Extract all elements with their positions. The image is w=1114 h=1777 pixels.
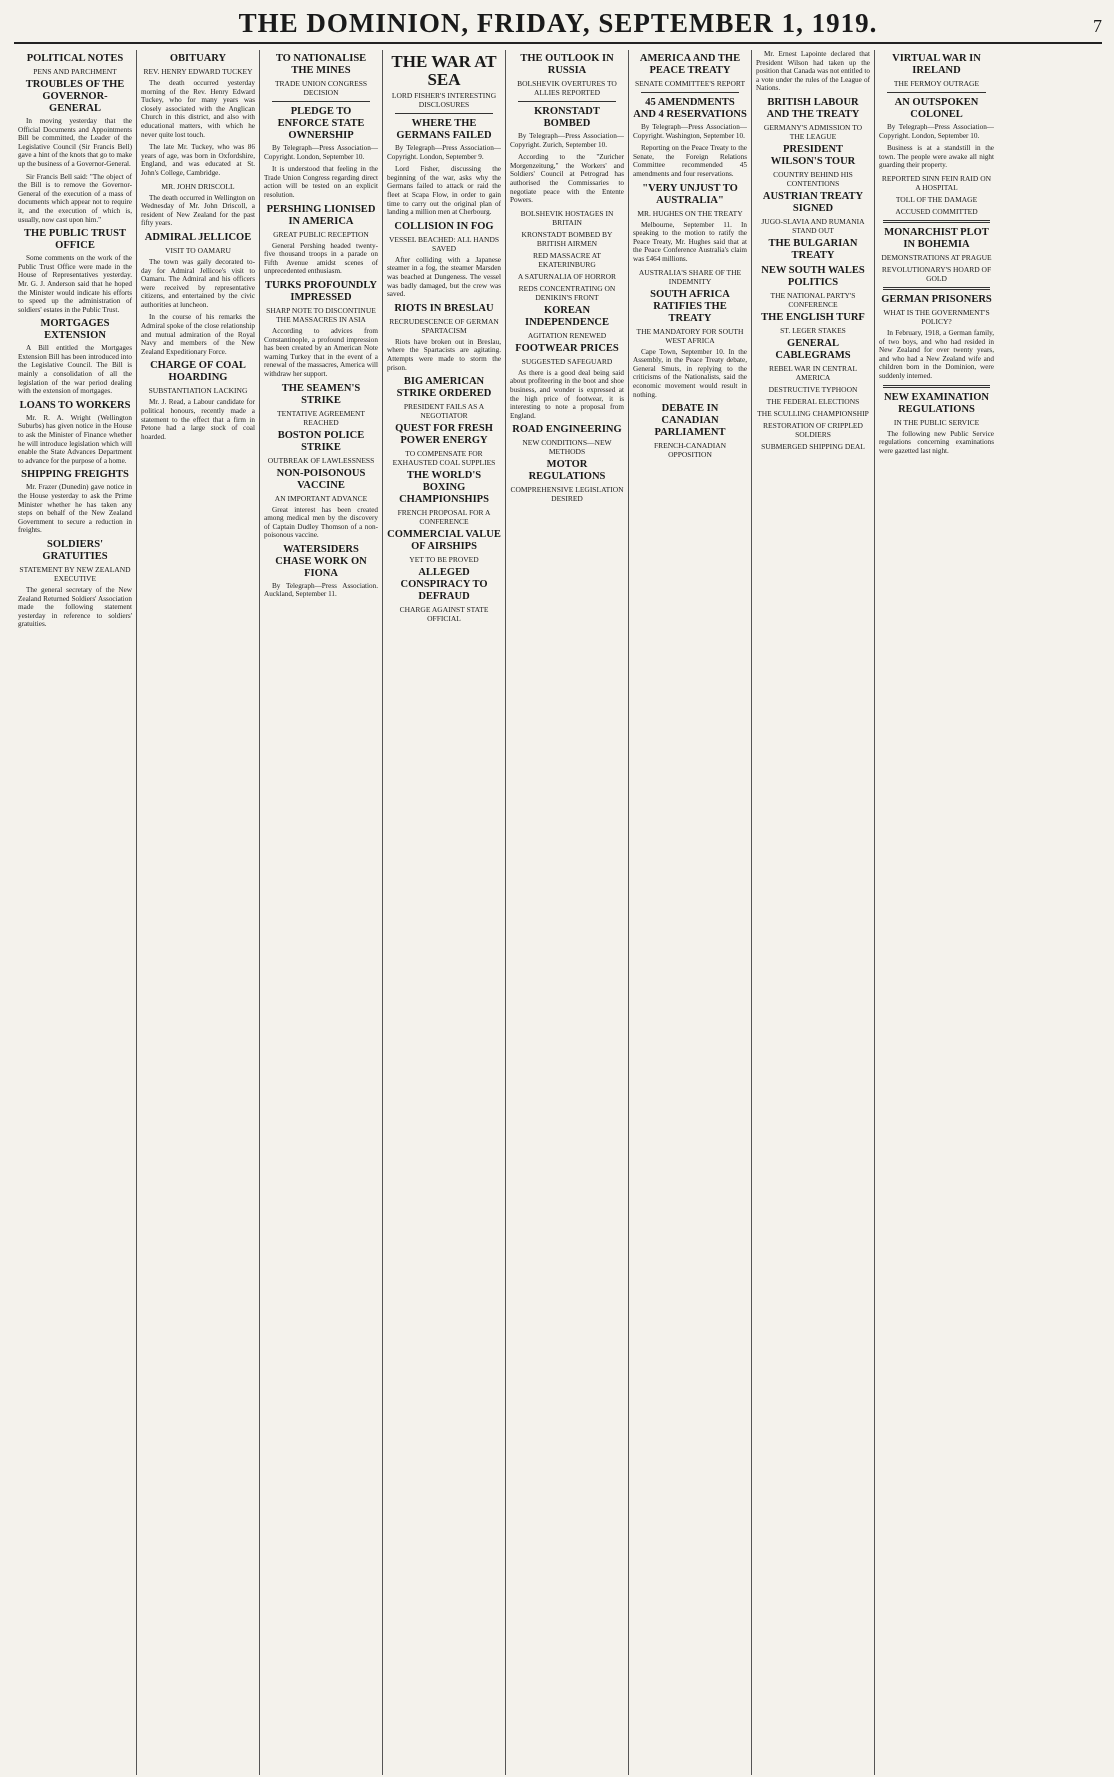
headline: BIG AMERICAN STRIKE ORDERED [396, 376, 492, 400]
headline: THE SEAMEN'S STRIKE [281, 382, 361, 406]
subheading: AUSTRALIA'S SHARE OF THE INDEMNITY [638, 267, 742, 286]
headline: BRITISH LABOUR AND THE TREATY [766, 96, 860, 120]
paragraph: After colliding with a Japanese steamer in a fog, the steamer Marsden was beached at Dungeness. The vessel was badly damaged, but the crew was saved. [387, 255, 501, 299]
subheading: FRENCH PROPOSAL FOR A CONFERENCE [397, 508, 491, 527]
headline: BOSTON POLICE STRIKE [277, 429, 365, 453]
paragraph: Lord Fisher, discussing the beginning of the war, asks why the Germans failed to attack or raid the fleet at Scapa Flow, in order to gain time to carry out the original plan of landing a million men at Cherbourg. [387, 165, 501, 217]
paragraph: By Telegraph—Press Association. Auckland, September 11. [264, 581, 378, 599]
headline: THE OUTLOOK IN RUSSIA [520, 53, 614, 76]
double-rule [883, 287, 990, 290]
headline: CHARGE OF COAL HOARDING [150, 360, 246, 384]
subheading: IN THE PUBLIC SERVICE [893, 417, 980, 427]
subheading: KRONSTADT BOMBED BY BRITISH AIRMEN [521, 229, 613, 248]
subheading: TO COMPENSATE FOR EXHAUSTED COAL SUPPLIES [392, 449, 496, 468]
paragraph: Great interest has been created among medical men by the discovery of Captain Dudley Thomson of a non-poisonous vaccine. [264, 505, 378, 540]
subheading: RESTORATION OF CRIPPLED SOLDIERS [763, 420, 863, 439]
subheading: YET TO BE PROVED [409, 555, 479, 565]
subheading: DEMONSTRATIONS AT PRAGUE [881, 252, 992, 262]
headline: THE WAR AT SEA [391, 52, 497, 89]
headline: NEW EXAMINATION REGULATIONS [884, 391, 989, 415]
subheading: RED MASSACRE AT EKATERINBURG [533, 250, 601, 269]
paragraph: Mr. R. A. Wright (Wellington Suburbs) has given notice in the House to ask the Minister of Finance whether he will introduce legislation which will enable the State Advances Department to advance for the purpose of a home. [18, 413, 132, 465]
column-3 [260, 50, 383, 1775]
subheading: THE FERMOY OUTRAGE [893, 79, 980, 88]
columns [14, 50, 1102, 1775]
headline: ADMIRAL JELLICOE [144, 231, 252, 243]
headline: 45 AMENDMENTS AND 4 RESERVATIONS [633, 97, 747, 120]
subheading: SUBSTANTIATION LACKING [148, 386, 248, 396]
headline: NON-POISONOUS VACCINE [276, 467, 366, 491]
headline: OBITUARY [169, 53, 227, 64]
subheading: LORD FISHER'S INTERESTING DISCLOSURES [391, 91, 497, 109]
subheading: VESSEL BEACHED: ALL HANDS SAVED [388, 234, 500, 253]
subheading: SUBMERGED SHIPPING DEAL [761, 441, 865, 451]
paragraph: Melbourne, September 11. In speaking to the motion to ratify the Peace Treaty, Mr. Hughes said that at the Peace Conference Australia's claim was £464 millions. [633, 220, 747, 263]
subheading: ACCUSED COMMITTED [895, 206, 978, 216]
headline: SHIPPING FREIGHTS [21, 469, 129, 481]
paragraph: The general secretary of the New Zealand Returned Soldiers' Association made the following statement yesterday in reference to soldiers' gratuities. [18, 585, 132, 629]
rule [395, 113, 493, 114]
headline: MORTGAGES EXTENSION [40, 318, 110, 342]
paragraph: Sir Francis Bell said: "The object of the Bill is to remove the Governor-General of the execution of a mass of documents which appear not to require it, and the execution of which is, usually, now cast upon him." [18, 172, 132, 224]
paragraph: Mr. J. Read, a Labour candidate for political honours, recently made a statement to the effect that a firm in Petone had a large stock of coal hoarded. [141, 398, 255, 441]
subheading: COMPREHENSIVE LEGISLATION DESIRED [510, 485, 624, 504]
paragraph: The following new Public Service regulations concerning examinations were gazetted last night. [879, 429, 994, 455]
subheading: MR. HUGHES ON THE TREATY [637, 208, 743, 218]
subheading: OUTBREAK OF LAWLESSNESS [267, 455, 375, 465]
paragraph: The late Mr. Tuckey, who was 86 years of age, was born in Oxfordshire, England, and was educated at St. John's College, Cambridge. [141, 143, 255, 177]
rule [641, 92, 739, 93]
paragraph: The town was gaily decorated to-day for Admiral Jellicoe's visit to Oamaru. The Admiral and his officers were received by representative citizens, and entertained by the civic authorities at luncheon. [141, 257, 255, 309]
subheading: CHARGE AGAINST STATE OFFICIAL [399, 605, 489, 624]
column-8 [875, 50, 998, 1775]
paragraph: By Telegraph—Press Association—Copyright. London, September 9. [387, 144, 501, 161]
subheading: TOLL OF THE DAMAGE [895, 194, 978, 204]
subheading: ST. LEGER STAKES [780, 325, 846, 335]
headline: QUEST FOR FRESH POWER ENERGY [395, 423, 493, 447]
headline: TROUBLES OF THE GOVERNOR-GENERAL [25, 79, 125, 114]
subheading: COUNTRY BEHIND HIS CONTENTIONS [773, 169, 853, 188]
subheading: GREAT PUBLIC RECEPTION [273, 229, 369, 239]
subheading: MR. JOHN DRISCOLL [161, 181, 235, 191]
headline: SOUTH AFRICA RATIFIES THE TREATY [650, 288, 730, 324]
headline: PERSHING LIONISED IN AMERICA [266, 203, 376, 227]
headline: RIOTS IN BRESLAU [394, 302, 494, 314]
headline: AMERICA AND THE PEACE TREATY [639, 53, 741, 76]
paragraph: The death occurred yesterday morning of the Rev. Henry Edward Tuckey, who for many years was closely associated with the Anglican Church in this district, and also with educational matters, with which he never quite lost touch. [141, 79, 255, 139]
paragraph: According to advices from Constantinople, a profound impression has been created by an American Note warning Turkey that in the event of a renewal of the massacres, America will withdraw her support. [264, 326, 378, 378]
subheading: THE NATIONAL PARTY'S CONFERENCE [770, 290, 856, 309]
headline: AN OUTSPOKEN COLONEL [894, 97, 979, 120]
subheading: THE MANDATORY FOR SOUTH WEST AFRICA [636, 326, 744, 345]
column-7 [752, 50, 875, 1775]
subheading: SHARP NOTE TO DISCONTINUE THE MASSACRES IN ASIA [266, 305, 376, 324]
subheading: REBEL WAR IN CENTRAL AMERICA [768, 363, 858, 382]
paragraph: A Bill entitled the Mortgages Extension Bill has been introduced into the Legislative Council. The Bill is mainly a consolidation of all the legislation of the war period dealing with the extension of mortgages. [18, 344, 132, 396]
column-5 [506, 50, 629, 1775]
headline: GERMAN PRISONERS [881, 293, 992, 305]
headline: THE BULGARIAN TREATY [768, 237, 858, 261]
paragraph: It is understood that feeling in the Trade Union Congress regarding direct action will be tested on an explicit resolution. [264, 165, 378, 199]
rule [272, 101, 370, 102]
headline: DEBATE IN CANADIAN PARLIAMENT [654, 403, 726, 439]
subheading: BOLSHEVIK OVERTURES TO ALLIES REPORTED [517, 79, 617, 97]
paragraph: By Telegraph—Press Association—Copyright. London, September 10. [264, 144, 378, 161]
subheading: REPORTED SINN FEIN RAID ON A HOSPITAL [881, 173, 992, 192]
subheading: NEW CONDITIONS—NEW METHODS [522, 438, 612, 457]
subheading: AGITATION RENEWED [527, 330, 607, 340]
headline: LOANS TO WORKERS [19, 399, 131, 411]
column-2 [137, 50, 260, 1775]
paragraph: In February, 1918, a German family, of two boys, and who had resided in New Zealand for over twenty years, and who had a New Zealand wife and children born in the Dominion, were suddenly interned. [879, 328, 994, 380]
subheading: TENTATIVE AGREEMENT REACHED [277, 408, 365, 427]
subheading: REV. HENRY EDWARD TUCKEY [143, 67, 253, 76]
headline: KRONSTADT BOMBED [534, 106, 600, 129]
paragraph: Reporting on the Peace Treaty to the Senate, the Foreign Relations Committee recommended 45 amendments and four reservations. [633, 144, 747, 178]
subheading: DESTRUCTIVE TYPHOON [768, 384, 858, 394]
paragraph: By Telegraph—Press Association—Copyright. London, September 10. [879, 123, 994, 140]
subheading: THE FEDERAL ELECTIONS [766, 396, 860, 406]
subheading: WHAT IS THE GOVERNMENT'S POLICY? [883, 307, 990, 326]
paragraph: Riots have broken out in Breslau, where the Spartacists are agitating. Attempts were made to storm the prison. [387, 337, 501, 372]
headline: ALLEGED CONSPIRACY TO DEFRAUD [400, 567, 488, 603]
column-6 [629, 50, 752, 1775]
subheading: STATEMENT BY NEW ZEALAND EXECUTIVE [19, 564, 131, 583]
masthead [14, 8, 1102, 44]
headline: VIRTUAL WAR IN IRELAND [892, 53, 981, 76]
paragraph: Some comments on the work of the Public Trust Office were made in the House of Representatives yesterday. Mr. G. J. Anderson said that he hoped the Minister would indicate his efforts to speed up the administration of soldiers' estates in the Public Trust. [18, 254, 132, 314]
headline: COMMERCIAL VALUE OF AIRSHIPS [387, 529, 501, 553]
headline: MONARCHIST PLOT IN BOHEMIA [884, 226, 989, 250]
paragraph: General Pershing headed twenty-five thousand troops in a parade on Fifth Avenue amidst scenes of unprecedented enthusiasm. [264, 241, 378, 276]
paragraph: Mr. Ernest Lapointe declared that President Wilson had taken up the position that Canada was not entitled to a vote under the rules of the League of Nations. [756, 50, 870, 93]
headline: PLEDGE TO ENFORCE STATE OWNERSHIP [277, 106, 365, 141]
paragraph: In the course of his remarks the Admiral spoke of the close relationship and mutual admiration of the Royal Navy and members of the New Zealand Expeditionary Force. [141, 313, 255, 356]
headline: PRESIDENT WILSON'S TOUR [770, 143, 856, 167]
headline: TO NATIONALISE THE MINES [275, 53, 367, 76]
subheading: PENS AND PARCHMENT [33, 67, 117, 76]
paragraph: By Telegraph—Press Association—Copyright. Zurich, September 10. [510, 132, 624, 149]
subheading: RECRUDESCENCE OF GERMAN SPARTACISM [389, 316, 499, 335]
headline: NEW SOUTH WALES POLITICS [761, 264, 865, 288]
subheading: JUGO-SLAVIA AND RUMANIA STAND OUT [761, 216, 865, 235]
headline: WHERE THE GERMANS FAILED [396, 118, 492, 141]
paragraph: By Telegraph—Press Association—Copyright. Washington, September 10. [633, 123, 747, 140]
rule [887, 92, 986, 93]
headline: GENERAL CABLEGRAMS [775, 337, 851, 361]
headline: THE PUBLIC TRUST OFFICE [24, 228, 126, 252]
masthead-title: THE DOMINION, FRIDAY, SEPTEMBER 1, 1919. [238, 8, 878, 38]
subheading: SENATE COMMITTEE'S REPORT [634, 79, 746, 88]
subheading: THE SCULLING CHAMPIONSHIP [757, 408, 869, 418]
headline: THE ENGLISH TURF [761, 311, 865, 323]
subheading: REDS CONCENTRATING ON DENIKIN'S FRONT [518, 283, 616, 302]
subheading: REVOLUTIONARY'S HOARD OF GOLD [881, 264, 992, 283]
column-1 [14, 50, 137, 1775]
headline: COLLISION IN FOG [394, 220, 494, 232]
paragraph: The death occurred in Wellington on Wednesday of Mr. John Driscoll, a resident of New Zealand for the past fifty years. [141, 193, 255, 228]
subheading: AN IMPORTANT ADVANCE [274, 493, 368, 503]
headline: ROAD ENGINEERING [512, 424, 622, 436]
subheading: FRENCH-CANADIAN OPPOSITION [653, 441, 727, 460]
subheading: A SATURNALIA OF HORROR [517, 271, 617, 281]
subheading: PRESIDENT FAILS AS A NEGOTIATOR [403, 402, 485, 421]
paragraph: According to the "Zuricher Morgenzeitung," the Workers' and Soldiers' Council at Petrograd has authorised the Commissaries to negotiate peace with the Entente Powers. [510, 153, 624, 205]
headline: POLITICAL NOTES [26, 53, 124, 64]
headline: SOLDIERS' GRATUITIES [42, 538, 108, 562]
paragraph: Mr. Frazer (Dunedin) gave notice in the House yesterday to ask the Prime Minister whether he has taken any steps on behalf of the New Zealand Government to secure a reduction in freights. [18, 483, 132, 535]
subheading: SUGGESTED SAFEGUARD [521, 356, 613, 366]
subheading: VISIT TO OAMARU [165, 245, 231, 255]
rule [518, 101, 616, 102]
headline: TURKS PROFOUNDLY IMPRESSED [265, 279, 377, 303]
subheading: GERMANY'S ADMISSION TO THE LEAGUE [763, 122, 863, 141]
subheading: BOLSHEVIK HOSTAGES IN BRITAIN [520, 208, 614, 227]
page-number: 7 [1093, 16, 1102, 36]
headline: AUSTRIAN TREATY SIGNED [762, 190, 864, 214]
headline: THE WORLD'S BOXING CHAMPIONSHIPS [399, 470, 489, 506]
headline: WATERSIDERS CHASE WORK ON FIONA [275, 543, 367, 579]
paragraph: In moving yesterday that the Official Documents and Appointments Bill be committed, the Leader of the Legislative Council (Sir Francis Bell) gave a hint of the knots that go to make up the business of a Governor-General. [18, 117, 132, 168]
paragraph: Cape Town, September 10. In the Assembly, in the Peace Treaty debate, General Smuts, in replying to the criticisms of the Nationalists, said the economic movement would result in nothing. [633, 347, 747, 399]
subheading: TRADE UNION CONGRESS DECISION [274, 79, 368, 97]
paragraph: As there is a good deal being said about profiteering in the boot and shoe business, and wonder is expressed at the high price of footwear, it is interesting to note a proposal from England. [510, 368, 624, 420]
headline: MOTOR REGULATIONS [528, 459, 606, 483]
double-rule [883, 220, 990, 223]
headline: KOREAN INDEPENDENCE [524, 304, 609, 328]
column-4 [383, 50, 506, 1775]
double-rule [883, 385, 990, 388]
paragraph: Business is at a standstill in the town. The people were awake all night guarding their property. [879, 144, 994, 170]
headline: FOOTWEAR PRICES [515, 342, 619, 354]
headline: "VERY UNJUST TO AUSTRALIA" [642, 182, 738, 206]
